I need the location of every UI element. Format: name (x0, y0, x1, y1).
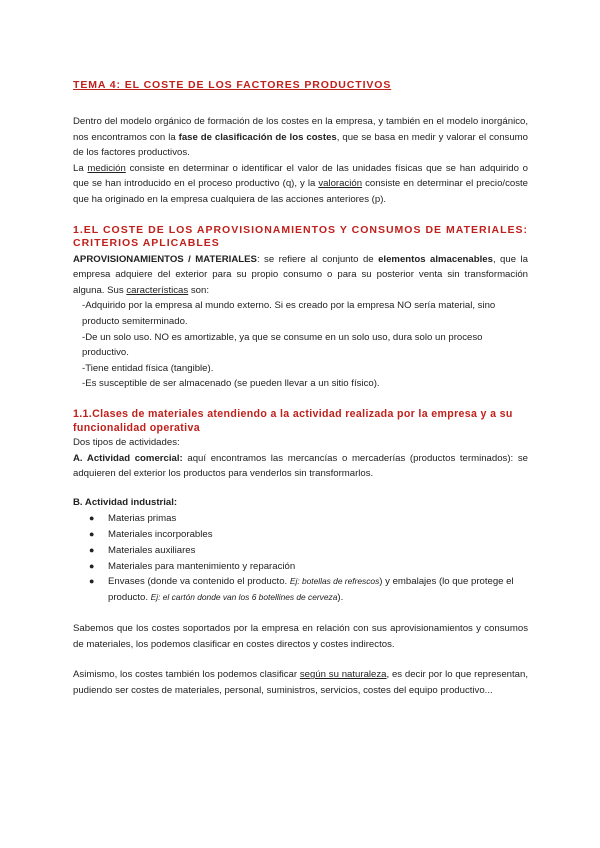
characteristic-item (82, 361, 528, 377)
list-item (73, 559, 528, 575)
intro-paragraph-2 (73, 161, 528, 208)
bullet-icon: ● (89, 560, 95, 571)
bullet-icon: ● (89, 576, 95, 587)
bullet-icon: ● (89, 513, 95, 524)
text-run: ) y embalajes (lo que protege el producto. (108, 576, 514, 604)
text-run: La (73, 162, 88, 174)
text-run: Dentro del modelo orgánico de formación de los costes en la empresa, y también en el modelo inorgánico, nos encontramos con la (73, 116, 528, 143)
italic-example: Ej: botellas de refrescos (289, 576, 380, 587)
text-run: , que se basa en medir y valorar el consumo de los factores productivos. (73, 131, 528, 159)
closing-paragraph-2 (73, 667, 528, 698)
text-run: , que la empresa adquiere del exterior para su propio consumo o para su posterior venta sin transformación alguna. Sus (73, 253, 528, 296)
item-line: -Es susceptible de ser almacenado (se pueden llevar a un sitio físico). (82, 378, 380, 390)
page-title: TEMA 4: EL COSTE DE LOS FACTORES PRODUCTIVOS (73, 79, 392, 91)
intro-paragraph-1 (73, 114, 528, 161)
text-run: Envases (donde va contenido el producto. (108, 576, 290, 588)
bold-term: elementos almacenables (378, 253, 493, 265)
item-line: -Adquirido por la empresa al mundo externo. Si es creado por la empresa NO sería material, sino (82, 300, 496, 312)
text-run: Asimismo, los costes también los podemos clasificar (73, 669, 300, 681)
underlined-term: valoración (318, 178, 363, 190)
bullet-icon: ● (89, 544, 95, 555)
commercial-activity-paragraph (73, 451, 528, 482)
list-item-text: Materiales incorporables (108, 529, 213, 541)
list-item-text: Materiales auxiliares (108, 544, 196, 556)
text-run: , es decir por lo que representan, pudiendo ser costes de materiales, personal, suministros, servicios, costes del equipo productivo... (73, 669, 528, 696)
item-line: -De un solo uso. NO es amortizable, ya que se consume en un solo uso, dura solo un proceso (82, 331, 483, 343)
closing-paragraph-1: Sabemos que los costes soportados por la empresa en relación con sus aprovisionamientos y consumos de materiales, los podemos clasificar en costes directos y costes indirectos. (73, 623, 528, 650)
italic-example: Ej: el cartón donde van los 6 botellines de cerveza (150, 592, 338, 603)
characteristic-item (82, 298, 528, 329)
text-run: : se refiere al conjunto de (256, 253, 379, 265)
list-item (73, 527, 528, 543)
list-item (73, 574, 528, 606)
text-run: consiste en determinar o identificar el valor de las unidades físicas que se han adquirido o que se han introducido en el proceso productivo (q), y la (73, 162, 529, 190)
definition-paragraph (73, 252, 528, 299)
activities-intro: Dos tipos de actividades: (73, 436, 180, 448)
text-run: ). (337, 592, 344, 604)
list-item-text: Materiales para mantenimiento y reparación (108, 560, 296, 572)
text-run: consiste en determinar el precio/coste que ha originado en la empresa cualquiera de las acciones anteriores (p). (73, 178, 528, 205)
characteristic-item (82, 330, 528, 361)
item-line: productivo. (82, 347, 129, 359)
item-line: producto semiterminado. (82, 315, 188, 327)
underlined-term: características (126, 284, 189, 296)
text-run: son: (188, 284, 210, 296)
underlined-term: medición (87, 162, 126, 174)
industrial-activity-label (73, 495, 528, 511)
text-run: aquí encontramos las mercancías o mercaderías (productos terminados): se adquieren del exterior los productos para venderlos sin transformarlos. (73, 452, 528, 480)
list-item (73, 543, 528, 559)
bold-term: fase de clasificación de los costes (178, 131, 337, 143)
bold-term: A. Actividad comercial: (73, 452, 183, 464)
section-1-1-heading: 1.1.Clases de materiales atendiendo a la actividad realizada por la empresa y a su funcionalidad operativa (73, 407, 513, 434)
list-item-text: Materias primas (108, 513, 177, 525)
bullet-icon: ● (89, 529, 95, 540)
bold-term: APROVISIONAMIENTOS / MATERIALES (73, 253, 257, 265)
item-line: -Tiene entidad física (tangible). (82, 362, 214, 374)
industrial-materials-list (73, 511, 528, 606)
bold-term: B. Actividad industrial: (73, 496, 178, 508)
characteristic-item (82, 376, 528, 392)
list-item (73, 511, 528, 527)
underlined-term: según su naturaleza (299, 669, 387, 681)
section-1-heading: 1.EL COSTE DE LOS APROVISIONAMIENTOS Y CONSUMOS DE MATERIALES: CRITERIOS APLICABLES (73, 223, 528, 249)
